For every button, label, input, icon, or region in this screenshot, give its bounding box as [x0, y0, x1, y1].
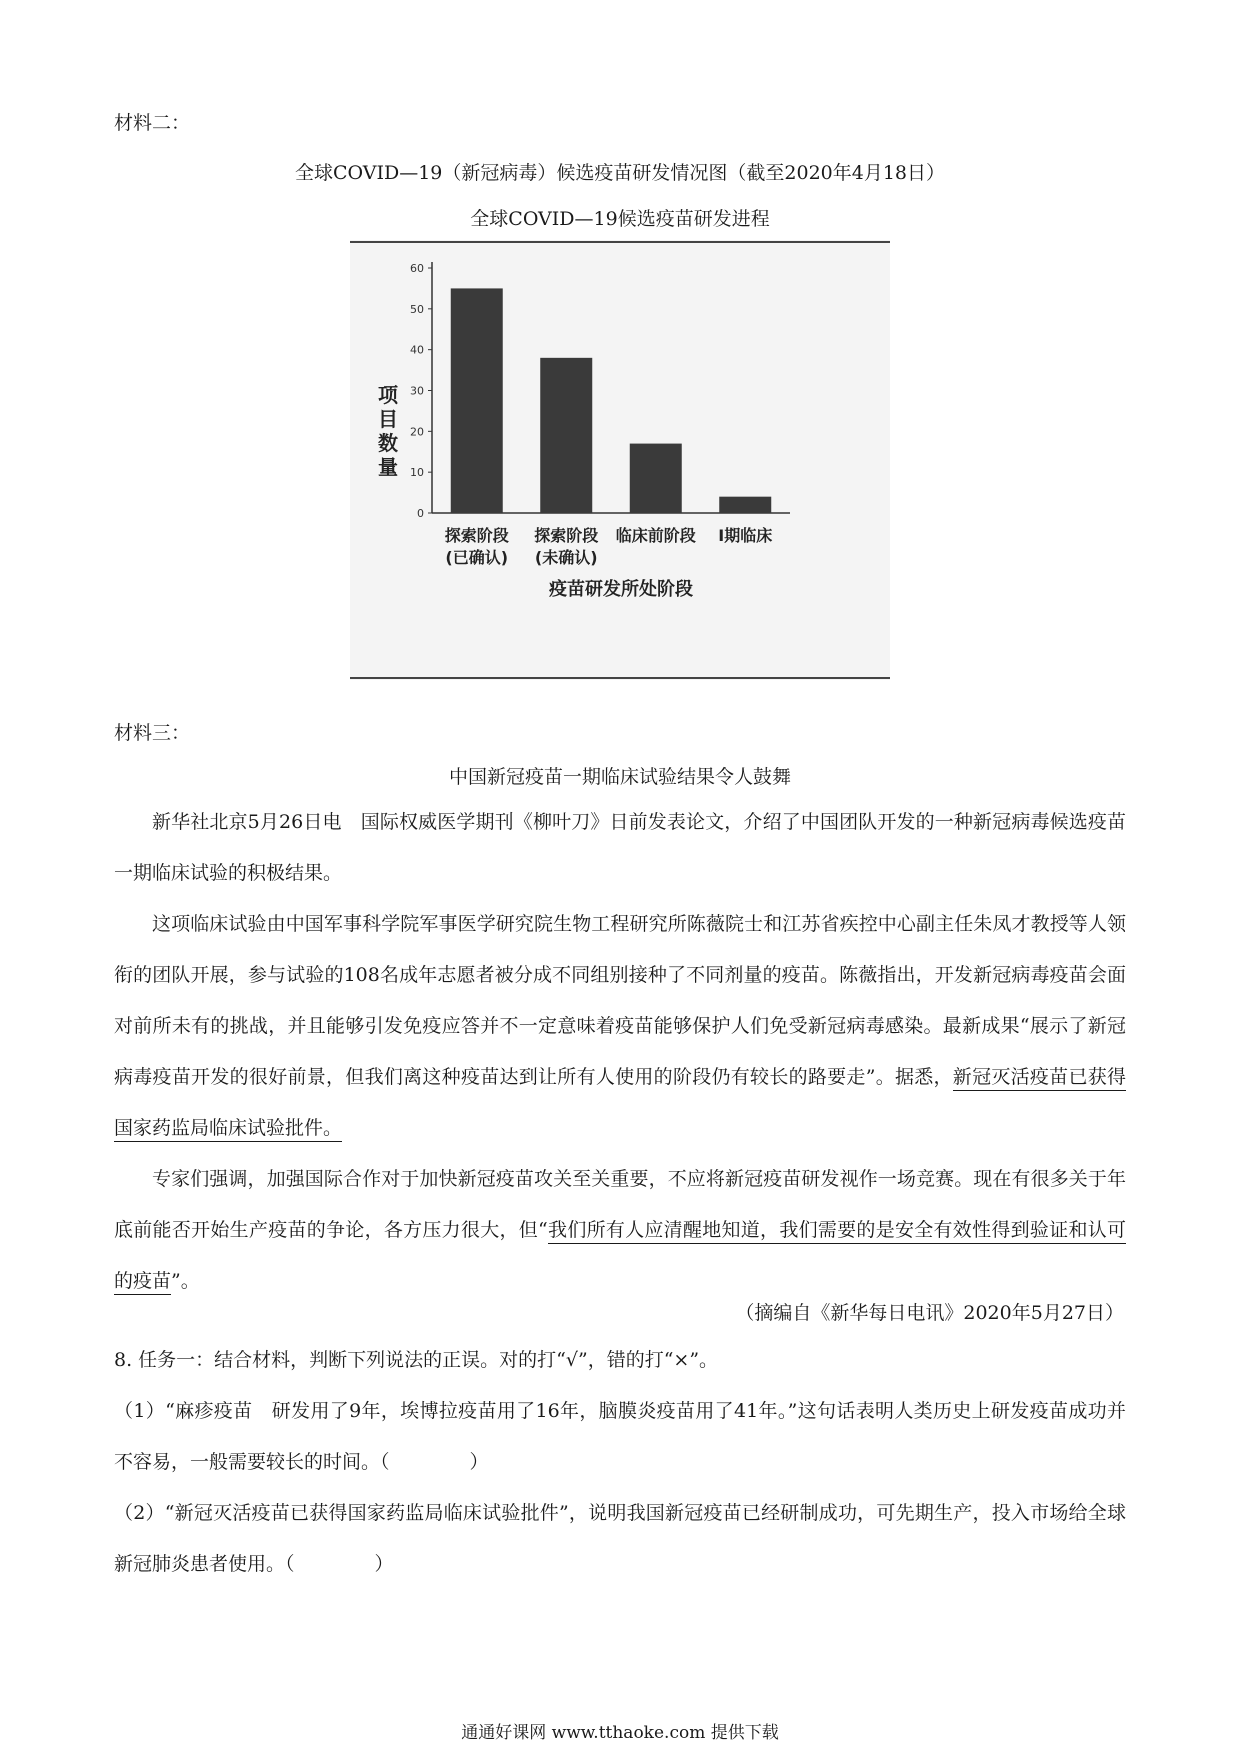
question-item-2	[114, 1488, 1126, 1590]
x-tick-label: (已确认)	[445, 548, 509, 567]
bar	[451, 288, 503, 513]
article-paragraph-2	[114, 899, 1126, 1154]
article-paragraph-1: 新华社北京5月26日电 国际权威医学期刊《柳叶刀》日前发表论文，介绍了中国团队开发的一种新冠病毒候选疫苗一期临床试验的积极结果。	[114, 811, 1126, 884]
y-tick-label: 20	[410, 425, 424, 439]
question-item-1-close: ）	[469, 1451, 489, 1473]
y-axis-label-char: 数	[378, 431, 398, 455]
y-axis-label-char: 项	[378, 383, 398, 407]
paragraph-3-text: 专家们强调，加强国际合作对于加快新冠疫苗攻关至关重要，不应将新冠疫苗研发视作一场竞赛。现在有很多关于年底前能否开始生产疫苗的争论，各方压力很大，但“	[114, 1168, 1126, 1241]
article-headline: 中国新冠疫苗一期临床试验结果令人鼓舞	[448, 766, 791, 788]
paragraph-3-close: ”。	[171, 1270, 200, 1292]
paragraph-2-underlined: 新冠灭活疫苗已获得国家药监局临床试验批件。	[114, 1066, 1126, 1142]
y-axis-label-char: 目	[378, 407, 398, 431]
y-tick-label: 0	[417, 507, 424, 520]
paragraph-3-underlined: 我们所有人应清醒地知道，我们需要的是安全有效性得到验证和认可的疫苗	[114, 1219, 1126, 1295]
x-tick-label: (未确认)	[534, 548, 598, 567]
x-tick-label: 探索阶段	[534, 526, 599, 545]
chart-title: 全球COVID—19候选疫苗研发进程	[470, 208, 770, 230]
y-tick-label: 30	[410, 384, 424, 398]
question-item-1-text: （1）“麻疹疫苗 研发用了9年，埃博拉疫苗用了16年，脑膜炎疫苗用了41年。”这句话表明人类历史上研发疫苗成功并不容易，一般需要较长的时间。（	[114, 1400, 1126, 1473]
bar	[719, 497, 771, 513]
x-tick-label: 探索阶段	[444, 526, 509, 545]
article-paragraph-3	[114, 1154, 1126, 1307]
question-item-2-close: ）	[374, 1553, 394, 1575]
question-item-2-text: （2）“新冠灭活疫苗已获得国家药监局临床试验批件”，说明我国新冠疫苗已经研制成功，可先期生产，投入市场给全球新冠肺炎患者使用。（	[114, 1502, 1126, 1575]
article-source: （摘编自《新华每日电讯》2020年5月27日）	[735, 1302, 1124, 1324]
x-axis-label: 疫苗研发所处阶段	[549, 579, 693, 600]
y-tick-label: 10	[410, 466, 424, 480]
vaccine-bar-chart	[350, 240, 890, 680]
figure-title: 全球COVID—19（新冠病毒）候选疫苗研发情况图（截至2020年4月18日）	[294, 162, 946, 184]
chart-scan-background	[350, 240, 890, 680]
paragraph-2-text: 这项临床试验由中国军事科学院军事医学研究院生物工程研究所陈薇院士和江苏省疾控中心副主任朱凤才教授等人领衔的团队开展，参与试验的108名成年志愿者被分成不同组别接种了不同剂量的疫苗。陈薇指出，开发新冠病毒疫苗会面对前所未有的挑战，并且能够引发免疫应答并不一定意味着疫苗能够保护人们免受新冠病毒感染。最新成果“展示了新冠病毒疫苗开发的很好前景，但我们离这种疫苗达到让所有人使用的阶段仍有较长的路要走”。据悉，	[114, 913, 1126, 1088]
y-tick-label: 50	[410, 302, 424, 316]
x-tick-label: I期临床	[718, 526, 773, 545]
material-three-label: 材料三：	[114, 722, 191, 744]
x-tick-label: 临床前阶段	[615, 526, 696, 545]
material-two-label: 材料二：	[114, 112, 191, 134]
bar	[540, 358, 592, 513]
bar	[630, 444, 682, 513]
y-axis-label-char: 量	[378, 455, 398, 479]
page-footer: 通通好课网 www.tthaoke.com 提供下载	[461, 1723, 779, 1743]
y-tick-label: 40	[410, 343, 424, 357]
question-item-1	[114, 1386, 1126, 1488]
y-tick-label: 60	[410, 262, 424, 275]
question-stem: 8. 任务一：结合材料，判断下列说法的正误。对的打“√”，错的打“×”。	[114, 1349, 719, 1371]
